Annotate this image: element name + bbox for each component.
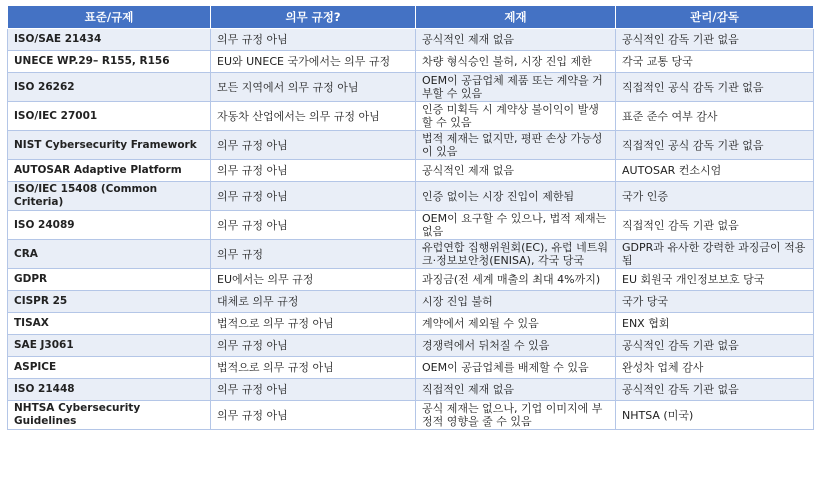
header-standard: 표준/규제 [8,6,211,29]
cell-oversight: 공식적인 감독 기관 없음 [616,335,814,357]
table-row [8,211,814,240]
header-mandatory: 의무 규정? [211,6,416,29]
table-row [8,379,814,401]
cell-oversight: 각국 교통 당국 [616,51,814,73]
cell-oversight: 완성차 업체 감사 [616,357,814,379]
cell-standard: TISAX [8,313,211,335]
cell-standard: ISO/IEC 15408 (Common Criteria) [8,182,211,211]
cell-oversight: 직접적인 공식 감독 기관 없음 [616,73,814,102]
cell-sanction: OEM이 공급업체 제품 또는 계약을 거부할 수 있음 [416,73,616,102]
cell-oversight: EU 회원국 개인정보보호 당국 [616,269,814,291]
cell-sanction: OEM이 요구할 수 있으나, 법적 제재는 없음 [416,211,616,240]
cell-mandatory: 의무 규정 아님 [211,29,416,51]
cell-oversight: 국가 당국 [616,291,814,313]
cell-sanction: 유럽연합 집행위원회(EC), 유럽 네트워크·정보보안청(ENISA), 각국 당국 [416,240,616,269]
cell-standard: CISPR 25 [8,291,211,313]
cell-oversight: 공식적인 감독 기관 없음 [616,379,814,401]
cell-mandatory: 대체로 의무 규정 [211,291,416,313]
cell-sanction: 공식적인 제재 없음 [416,160,616,182]
cell-standard: ISO 21448 [8,379,211,401]
cell-mandatory: 의무 규정 아님 [211,335,416,357]
cell-oversight: AUTOSAR 컨소시엄 [616,160,814,182]
table-row [8,102,814,131]
table-row [8,51,814,73]
cell-standard: ISO/IEC 27001 [8,102,211,131]
cell-sanction: 인증 없이는 시장 진입이 제한됨 [416,182,616,211]
cell-sanction: OEM이 공급업체를 배제할 수 있음 [416,357,616,379]
cell-mandatory: 의무 규정 아님 [211,401,416,430]
cell-mandatory: EU와 UNECE 국가에서는 의무 규정 [211,51,416,73]
cell-standard: CRA [8,240,211,269]
cell-sanction: 법적 제재는 없지만, 평판 손상 가능성이 있음 [416,131,616,160]
cell-oversight: 직접적인 감독 기관 없음 [616,211,814,240]
table-row [8,73,814,102]
cell-mandatory: 자동차 산업에서는 의무 규정 아님 [211,102,416,131]
table-row [8,291,814,313]
cell-oversight: 공식적인 감독 기관 없음 [616,29,814,51]
table-row [8,131,814,160]
cell-standard: GDPR [8,269,211,291]
cell-sanction: 시장 진입 불허 [416,291,616,313]
table-row [8,160,814,182]
table-row [8,29,814,51]
cell-mandatory: EU에서는 의무 규정 [211,269,416,291]
table-row [8,269,814,291]
cell-standard: NIST Cybersecurity Framework [8,131,211,160]
header-sanction: 제재 [416,6,616,29]
cell-standard: SAE J3061 [8,335,211,357]
cell-mandatory: 의무 규정 [211,240,416,269]
cell-standard: ISO 26262 [8,73,211,102]
cell-standard: ISO/SAE 21434 [8,29,211,51]
cell-oversight: ENX 협회 [616,313,814,335]
table-row [8,357,814,379]
table-row [8,313,814,335]
header-oversight: 관리/감독 [616,6,814,29]
cell-standard: ISO 24089 [8,211,211,240]
cell-oversight: 표준 준수 여부 감사 [616,102,814,131]
cell-standard: NHTSA Cybersecurity Guidelines [8,401,211,430]
cell-mandatory: 법적으로 의무 규정 아님 [211,313,416,335]
cell-mandatory: 의무 규정 아님 [211,160,416,182]
cell-standard: UNECE WP.29– R155, R156 [8,51,211,73]
cell-oversight: 국가 인증 [616,182,814,211]
cell-mandatory: 의무 규정 아님 [211,131,416,160]
table-row [8,240,814,269]
cell-sanction: 과징금(전 세계 매출의 최대 4%까지) [416,269,616,291]
cell-sanction: 공식적인 제재 없음 [416,29,616,51]
cell-standard: ASPICE [8,357,211,379]
cell-oversight: NHTSA (미국) [616,401,814,430]
cell-oversight: GDPR과 유사한 강력한 과징금이 적용됨 [616,240,814,269]
cell-sanction: 계약에서 제외될 수 있음 [416,313,616,335]
cell-mandatory: 의무 규정 아님 [211,182,416,211]
cell-sanction: 차량 형식승인 불허, 시장 진입 제한 [416,51,616,73]
table-row [8,182,814,211]
cell-mandatory: 모든 지역에서 의무 규정 아님 [211,73,416,102]
cell-sanction: 경쟁력에서 뒤처질 수 있음 [416,335,616,357]
cell-standard: AUTOSAR Adaptive Platform [8,160,211,182]
cell-mandatory: 법적으로 의무 규정 아님 [211,357,416,379]
table-row [8,335,814,357]
cell-mandatory: 의무 규정 아님 [211,379,416,401]
cell-sanction: 공식 제재는 없으나, 기업 이미지에 부정적 영향을 줄 수 있음 [416,401,616,430]
table-header-row [8,6,814,29]
cell-sanction: 직접적인 제재 없음 [416,379,616,401]
cell-mandatory: 의무 규정 아님 [211,211,416,240]
cell-oversight: 직접적인 공식 감독 기관 없음 [616,131,814,160]
table-row [8,401,814,430]
cell-sanction: 인증 미획득 시 계약상 불이익이 발생할 수 있음 [416,102,616,131]
regulation-table [7,5,814,430]
